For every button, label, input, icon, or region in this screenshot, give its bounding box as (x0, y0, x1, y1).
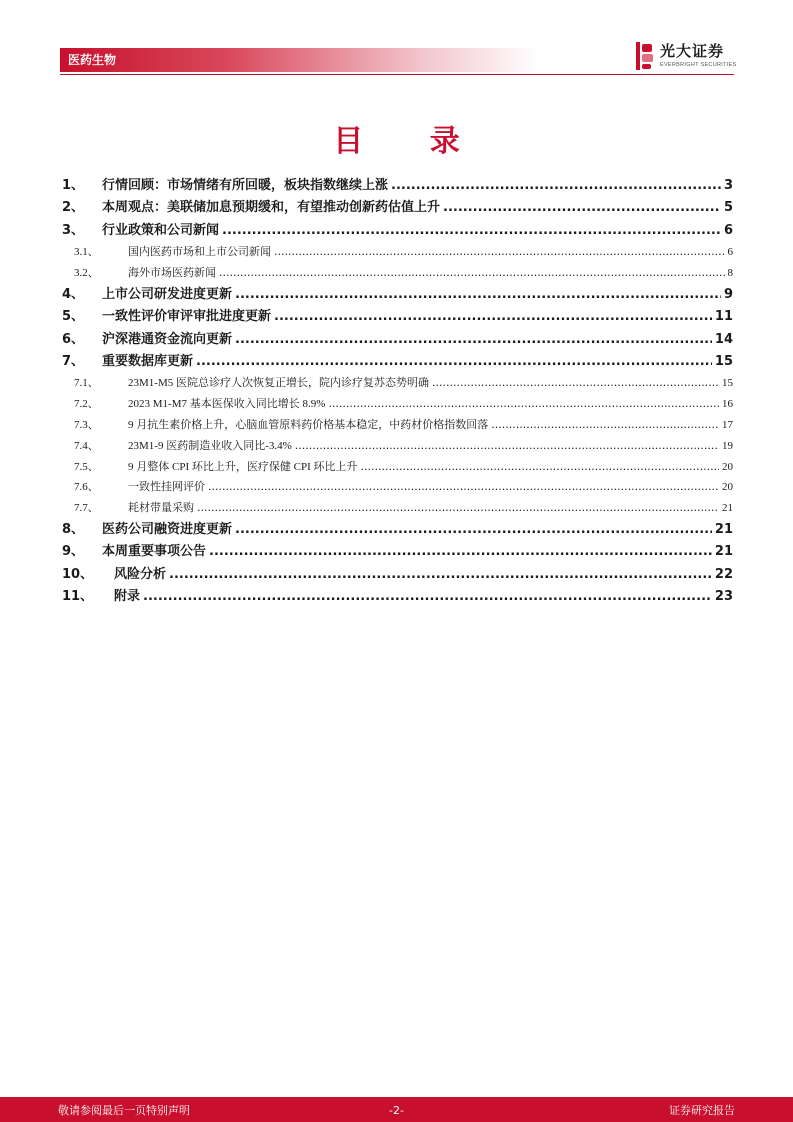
toc-leader-dots (169, 564, 712, 586)
toc-entry-page: 6 (727, 246, 733, 259)
toc-entry-3-2[interactable] (62, 263, 733, 284)
toc-entry-7-2[interactable] (62, 394, 733, 415)
toc-leader-dots (274, 306, 712, 328)
toc-entry-3-1[interactable] (62, 242, 733, 263)
toc-leader-dots (235, 519, 712, 541)
toc-leader-dots (274, 242, 725, 263)
toc-entry-number: 7.1、 (74, 377, 99, 390)
header-bar (60, 48, 540, 72)
toc-entry-title: 23M1-9 医药制造业收入同比-3.4% (128, 439, 292, 452)
toc-entry-number: 7.7、 (74, 502, 99, 515)
toc-entry-title: 本周观点：美联储加息预期缓和，有望推动创新药估值上升 (102, 200, 441, 216)
toc-entry-page: 21 (714, 544, 733, 560)
toc-entry-page: 8 (727, 266, 733, 279)
toc-entry-title: 国内医药市场和上市公司新闻 (128, 246, 271, 259)
toc-leader-dots (235, 284, 721, 306)
toc-leader-dots (491, 415, 719, 436)
toc-entry-page: 15 (714, 353, 733, 369)
toc-entry-number: 3、 (62, 222, 85, 238)
toc-leader-dots (432, 373, 719, 394)
toc-entry-11[interactable] (62, 586, 733, 608)
toc-entry-number: 7.4、 (74, 439, 99, 452)
toc-entry-page: 5 (723, 200, 733, 216)
toc-entry-number: 7.2、 (74, 398, 99, 411)
toc-entry-title: 9 月抗生素价格上升，心脑血管原料药价格基本稳定，中药材价格指数回落 (128, 418, 489, 431)
toc-entry-number: 6、 (62, 331, 85, 347)
toc-entry-title: 23M1-M5 医院总诊疗人次恢复正增长，院内诊疗复苏态势明确 (128, 377, 429, 390)
brand-logo-icon (636, 42, 654, 70)
toc-entry-7-3[interactable] (62, 415, 733, 436)
toc-entry-3[interactable] (62, 220, 733, 242)
toc-entry-page: 21 (714, 521, 733, 537)
toc-entry-number: 9、 (62, 544, 85, 560)
toc-leader-dots (143, 586, 712, 608)
toc-entry-title: 一致性评价审评审批进度更新 (102, 309, 272, 325)
footer-report-type: 证券研究报告 (669, 1104, 735, 1117)
footer-disclaimer: 敬请参阅最后一页特别声明 (58, 1104, 190, 1117)
toc-entry-title: 医药公司融资进度更新 (102, 521, 233, 537)
header-rule (60, 74, 734, 75)
toc-entry-page: 22 (714, 566, 733, 582)
toc-leader-dots (196, 351, 712, 373)
toc-entry-1[interactable] (62, 175, 733, 197)
toc-entry-number: 7.3、 (74, 418, 99, 431)
toc-entry-4[interactable] (62, 284, 733, 306)
toc-entry-9[interactable] (62, 541, 733, 563)
toc-entry-number: 2、 (62, 200, 85, 216)
toc-leader-dots (219, 263, 725, 284)
toc-leader-dots (391, 175, 721, 197)
section-label: 医药生物 (68, 53, 117, 67)
toc-entry-page: 11 (714, 309, 733, 325)
toc-entry-page: 20 (722, 481, 733, 494)
toc-entry-title: 行情回顾：市场情绪有所回暖，板块指数继续上涨 (102, 178, 389, 193)
toc-leader-dots (295, 436, 719, 457)
toc-leader-dots (235, 329, 712, 351)
toc-leader-dots (328, 394, 719, 415)
toc-entry-title: 重要数据库更新 (102, 353, 194, 369)
toc-entry-title: 行业政策和公司新闻 (102, 222, 220, 238)
toc-entry-page: 3 (723, 178, 733, 193)
page-number: -2- (389, 1104, 404, 1117)
toc-leader-dots (360, 457, 719, 478)
toc-entry-page: 14 (714, 331, 733, 347)
toc-entry-number: 10、 (62, 566, 94, 582)
toc-entry-number: 7.6、 (74, 481, 99, 494)
toc-leader-dots (209, 541, 712, 563)
toc-entry-8[interactable] (62, 519, 733, 541)
toc-entry-page: 9 (723, 286, 733, 302)
toc-entry-10[interactable] (62, 564, 733, 586)
brand-name-en: EVERBRIGHT SECURITIES (660, 62, 737, 68)
toc-entry-page: 16 (722, 398, 733, 411)
toc-entry-7-6[interactable] (62, 477, 733, 498)
toc-entry-title: 2023 M1-M7 基本医保收入同比增长 8.9% (128, 398, 326, 411)
toc-leader-dots (222, 220, 721, 242)
toc-entry-number: 8、 (62, 521, 85, 537)
toc-entry-page: 17 (722, 418, 733, 431)
toc-entry-6[interactable] (62, 329, 733, 351)
toc-entry-number: 7.5、 (74, 460, 99, 473)
toc-title: 目 录 (333, 124, 488, 159)
toc-entry-number: 1、 (62, 178, 85, 193)
brand-name-cn: 光大证券 (660, 42, 725, 60)
toc-entry-page: 19 (722, 439, 733, 452)
toc-entry-5[interactable] (62, 306, 733, 328)
toc-entry-title: 海外市场医药新闻 (128, 266, 216, 279)
toc-entry-page: 6 (723, 222, 733, 238)
toc-entry-title: 附录 (114, 589, 141, 605)
toc-entry-page: 20 (722, 460, 733, 473)
toc-entry-number: 5、 (62, 309, 85, 325)
toc-entry-number: 11、 (62, 589, 94, 605)
toc-entry-title: 本周重要事项公告 (102, 544, 207, 560)
toc-entry-number: 4、 (62, 286, 85, 302)
toc-entry-page: 15 (722, 377, 733, 390)
table-of-contents (62, 175, 733, 608)
toc-entry-7[interactable] (62, 351, 733, 373)
toc-entry-number: 3.2、 (74, 266, 99, 279)
toc-entry-title: 耗材带量采购 (128, 502, 194, 515)
toc-entry-2[interactable] (62, 197, 733, 219)
brand-logo (636, 40, 736, 72)
toc-entry-title: 9 月整体 CPI 环比上升，医疗保健 CPI 环比上升 (128, 460, 358, 473)
toc-entry-7-1[interactable] (62, 373, 733, 394)
toc-entry-7-4[interactable] (62, 436, 733, 457)
toc-entry-number: 3.1、 (74, 246, 99, 259)
toc-entry-number: 7、 (62, 353, 85, 369)
toc-leader-dots (197, 498, 719, 519)
toc-entry-title: 沪深港通资金流向更新 (102, 331, 233, 347)
toc-entry-7-7[interactable] (62, 498, 733, 519)
toc-leader-dots (443, 197, 721, 219)
toc-entry-title: 风险分析 (114, 566, 167, 582)
toc-entry-title: 一致性挂网评价 (128, 481, 205, 494)
toc-entry-7-5[interactable] (62, 457, 733, 478)
toc-entry-page: 23 (714, 589, 733, 605)
toc-leader-dots (208, 477, 719, 498)
toc-entry-title: 上市公司研发进度更新 (102, 286, 233, 302)
toc-entry-page: 21 (722, 502, 733, 515)
